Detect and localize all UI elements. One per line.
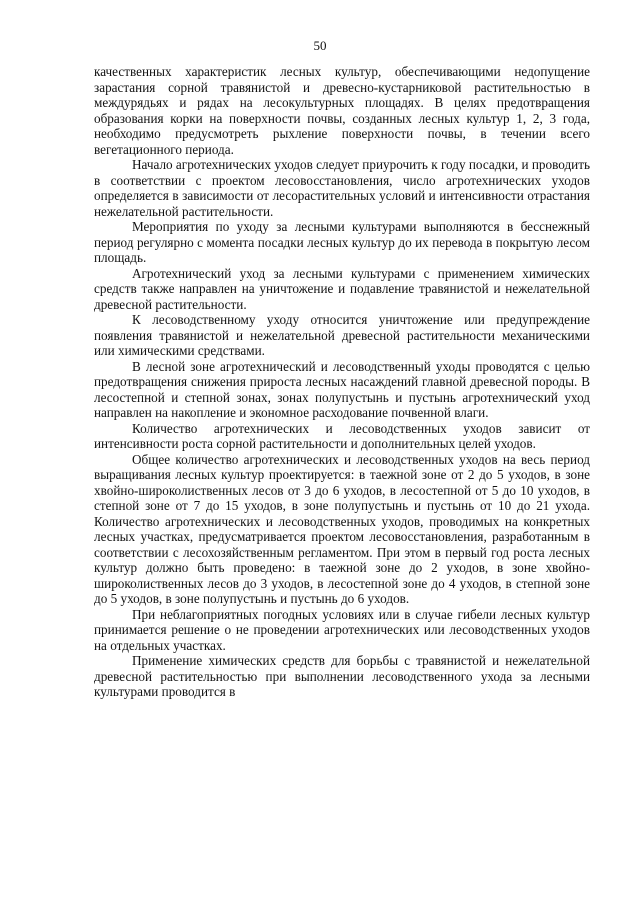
document-body	[94, 64, 590, 700]
paragraph-care-period: Мероприятия по уходу за лесными культурами выполняются в бесснежный период регулярно с момента посадки лесных культур до их перевода в покрытую лесом площадь.	[94, 219, 590, 265]
paragraph-total-care: Общее количество агротехнических и лесоводственных уходов на весь период выращивания лесных культур проектируется: в таежной зоне от 2 до 5 уходов, в зоне хвойно-широколиственных лесов от 3 до 6 уходов, в лесостепной от 5 до 10 уходов, в степной зоне от 7 до 15 уходов, в зоне полупустынь и пустынь от 10 до 21 ухода. Количество агротехнических и лесоводственных уходов, проводимых на конкретных лесных участках, предусматривается проектом лесовосстановления, разработанным в соответствии с лесохозяйственным регламентом. При этом в первый год роста лесных культур должно быть проведено: в таежной зоне до 2 уходов, в зоне хвойно-широколиственных лесов до 3 уходов, в лесостепной зоне до 4 уходов, в степной зоне до 5 уходов, в зоне полупустынь и пустынь до 6 уходов.	[94, 451, 590, 606]
paragraph-agrotech-start: Начало агротехнических уходов следует приурочить к году посадки, и проводить в соответствии с проектом лесовосстановления, число агротехнических уходов определяется в зависимости от лесорастительных условий и интенсивности отрастания нежелательной растительности.	[94, 157, 590, 219]
paragraph-care-count: Количество агротехнических и лесоводственных уходов зависит от интенсивности роста сорной растительности и дополнительных целей уходов.	[94, 420, 590, 451]
page-number: 50	[313, 38, 327, 53]
paragraph-forest-zone: В лесной зоне агротехнический и лесоводственный уходы проводятся с целью предотвращения снижения прироста лесных насаждений главной древесной породы. В лесостепной и степной зонах, зонах полупустынь и пустынь агротехнический уход направлен на накопление и экономное расходование почвенной влаги.	[94, 358, 590, 420]
paragraph-chemical-application: Применение химических средств для борьбы с травянистой и нежелательной древесной растительностью при выполнении лесоводственного ухода за лесными культурами проводится в	[94, 653, 590, 699]
paragraph-silvicultural-care: К лесоводственному уходу относится уничтожение или предупреждение появления травянистой и нежелательной древесной растительности механическими или химическими средствами.	[94, 312, 590, 358]
paragraph-adverse-conditions: При неблагоприятных погодных условиях или в случае гибели лесных культур принимается решение о не проведении агротехнических или лесоводственных уходов на отдельных участках.	[94, 606, 590, 653]
paragraph-continuation: качественных характеристик лесных культур, обеспечивающими недопущение зарастания сорной травянистой и древесно-кустарниковой растительностью в междурядьях и рядах на лесокультурных площадях. В целях предотвращения образования корки на поверхности почвы, созданных лесных культур 1, 2, 3 года, необходимо предусмотреть рыхление поверхности почвы, в течении всего вегетационного периода.	[94, 64, 590, 157]
paragraph-chemical-care: Агротехнический уход за лесными культурами с применением химических средств также направлен на уничтожение и подавление травянистой и нежелательной древесной растительности.	[94, 265, 590, 312]
